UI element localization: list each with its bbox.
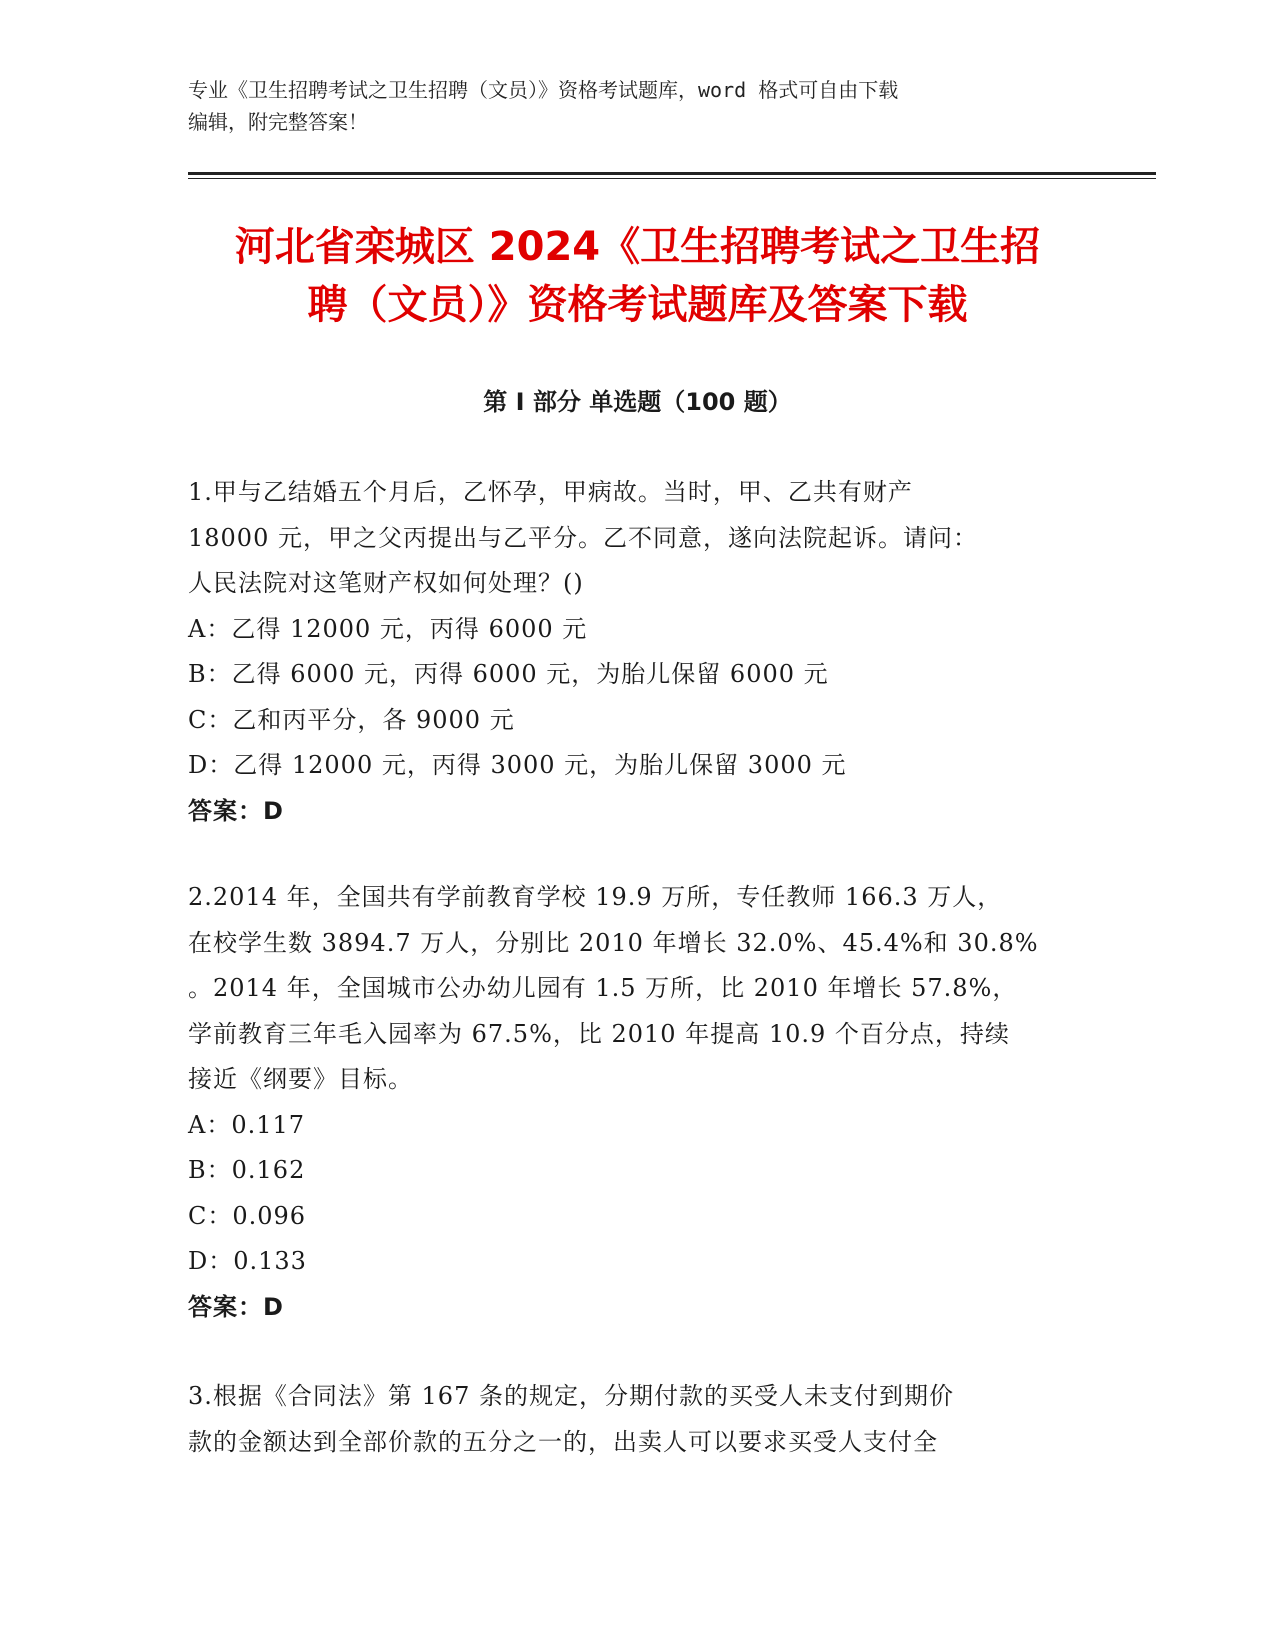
question-stem-line: 。2014 年，全国城市公办幼儿园有 1.5 万所，比 2010 年增长 57.8%，: [188, 974, 1018, 1002]
question-1: [188, 470, 1088, 834]
question-stem-line: 人民法院对这笔财产权如何处理？(): [188, 569, 584, 597]
header-note-line-2: 编辑，附完整答案！: [188, 110, 368, 134]
option-d: D：乙得 12000 元，丙得 3000 元，为胎儿保留 3000 元: [188, 751, 847, 779]
header-divider-thick: [188, 172, 1156, 175]
question-stem-line: 在校学生数 3894.7 万人，分别比 2010 年增长 32.0%、45.4%和 30.8%: [188, 928, 1039, 957]
question-stem-line: 1.甲与乙结婚五个月后，乙怀孕，甲病故。当时，甲、乙共有财产: [188, 478, 913, 506]
header-note-line-1: 专业《卫生招聘考试之卫生招聘（文员）》资格考试题库，word 格式可自由下载: [188, 78, 899, 102]
section-title: 第 I 部分 单选题（100 题）: [483, 388, 792, 416]
question-3: [188, 1374, 1088, 1465]
option-a: A：0.117: [188, 1110, 306, 1139]
header-divider-thin: [188, 178, 1156, 179]
question-2: [188, 875, 1088, 1330]
option-c: C：乙和丙平分，各 9000 元: [188, 705, 515, 734]
question-stem-line: 2.2014 年，全国共有学前教育学校 19.9 万所，专任教师 166.3 万人，: [188, 883, 1003, 911]
option-b: B：乙得 6000 元，丙得 6000 元，为胎儿保留 6000 元: [188, 660, 829, 688]
option-d: D：0.133: [188, 1247, 307, 1275]
option-c: C：0.096: [188, 1201, 307, 1230]
question-stem-line: 18000 元，甲之父丙提出与乙平分。乙不同意，遂向法院起诉。请问：: [188, 523, 978, 552]
question-stem-line: 学前教育三年毛入园率为 67.5%，比 2010 年提高 10.9 个百分点，持续: [188, 1019, 1010, 1048]
document-title: [150, 218, 1125, 334]
answer-label: 答案：D: [188, 1292, 284, 1321]
header-note: [188, 74, 1068, 138]
answer-label: 答案：D: [188, 796, 284, 825]
option-b: B：0.162: [188, 1156, 306, 1184]
document-title-line-1: 河北省栾城区 2024《卫生招聘考试之卫生招: [234, 224, 1041, 270]
document-title-line-2: 聘（文员）》资格考试题库及答案下载: [307, 282, 968, 328]
option-a: A：乙得 12000 元，丙得 6000 元: [188, 614, 588, 643]
question-stem-line: 3.根据《合同法》第 167 条的规定，分期付款的买受人未支付到期价: [188, 1382, 954, 1410]
question-stem-line: 款的金额达到全部价款的五分之一的，出卖人可以要求买受人支付全: [188, 1427, 938, 1456]
question-stem-line: 接近《纲要》目标。: [188, 1065, 413, 1093]
